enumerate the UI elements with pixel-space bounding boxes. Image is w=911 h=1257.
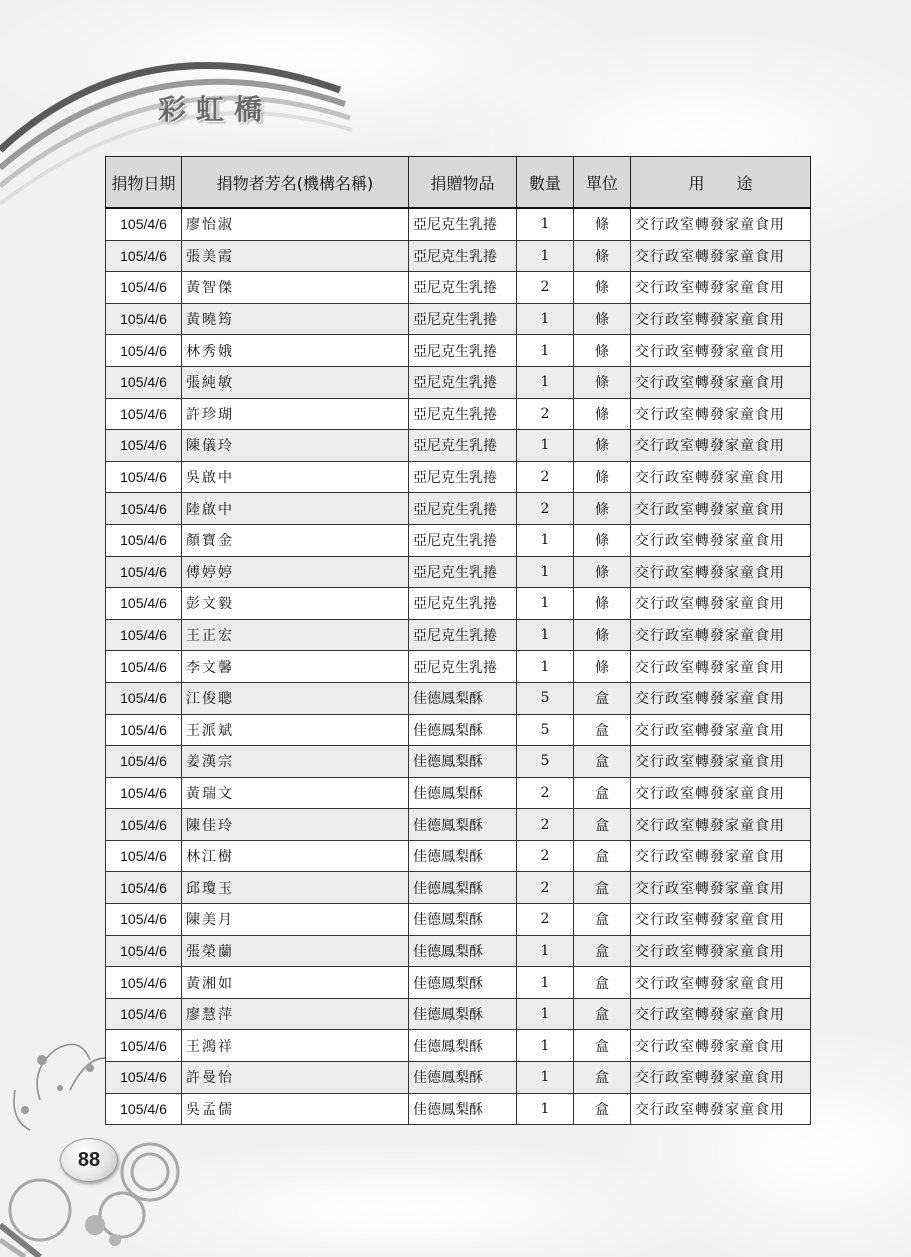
table-row <box>106 714 811 746</box>
date-cell: 105/4/6 <box>106 998 182 1030</box>
item-cell: 佳德鳳梨酥 <box>409 809 517 841</box>
item-cell: 佳德鳳梨酥 <box>409 746 517 778</box>
unit-cell: 盒 <box>574 967 631 999</box>
quantity-cell: 5 <box>517 714 574 746</box>
date-cell: 105/4/6 <box>106 967 182 999</box>
donor-name-cell: 李文馨 <box>182 651 409 683</box>
purpose-cell: 交行政室轉發家童食用 <box>631 524 811 556</box>
quantity-cell: 1 <box>517 240 574 272</box>
quantity-cell: 1 <box>517 967 574 999</box>
purpose-cell: 交行政室轉發家童食用 <box>631 967 811 999</box>
item-cell: 亞尼克生乳捲 <box>409 651 517 683</box>
date-cell: 105/4/6 <box>106 651 182 683</box>
table-row <box>106 746 811 778</box>
quantity-cell: 2 <box>517 840 574 872</box>
table-row <box>106 935 811 967</box>
donor-name-cell: 黃曉筠 <box>182 303 409 335</box>
quantity-cell: 1 <box>517 335 574 367</box>
table-row <box>106 430 811 462</box>
donor-name-cell: 許珍瑚 <box>182 398 409 430</box>
donor-name-cell: 許曼怡 <box>182 1062 409 1094</box>
table-row <box>106 904 811 936</box>
purpose-cell: 交行政室轉發家童食用 <box>631 493 811 525</box>
donor-name-cell: 黃瑞文 <box>182 777 409 809</box>
purpose-cell: 交行政室轉發家童食用 <box>631 1062 811 1094</box>
unit-cell: 盒 <box>574 935 631 967</box>
donor-name-cell: 王派斌 <box>182 714 409 746</box>
donor-name-cell: 傅婷婷 <box>182 556 409 588</box>
date-cell: 105/4/6 <box>106 240 182 272</box>
unit-cell: 盒 <box>574 904 631 936</box>
quantity-cell: 2 <box>517 777 574 809</box>
purpose-cell: 交行政室轉發家童食用 <box>631 777 811 809</box>
item-cell: 亞尼克生乳捲 <box>409 366 517 398</box>
donor-name-cell: 顏寶金 <box>182 524 409 556</box>
donation-table <box>105 156 811 1125</box>
donor-name-cell: 廖慧萍 <box>182 998 409 1030</box>
purpose-cell: 交行政室轉發家童食用 <box>631 366 811 398</box>
quantity-cell: 1 <box>517 619 574 651</box>
unit-cell: 盒 <box>574 1030 631 1062</box>
table-row <box>106 998 811 1030</box>
donor-name-cell: 彭文毅 <box>182 588 409 620</box>
table-row <box>106 682 811 714</box>
table-row <box>106 619 811 651</box>
table-row <box>106 967 811 999</box>
date-cell: 105/4/6 <box>106 366 182 398</box>
item-cell: 亞尼克生乳捲 <box>409 398 517 430</box>
purpose-cell: 交行政室轉發家童食用 <box>631 208 811 240</box>
date-cell: 105/4/6 <box>106 714 182 746</box>
table-row <box>106 461 811 493</box>
unit-cell: 盒 <box>574 1093 631 1125</box>
date-cell: 105/4/6 <box>106 430 182 462</box>
table-row <box>106 303 811 335</box>
table-row <box>106 651 811 683</box>
unit-cell: 盒 <box>574 746 631 778</box>
purpose-cell: 交行政室轉發家童食用 <box>631 998 811 1030</box>
quantity-cell: 1 <box>517 303 574 335</box>
purpose-cell: 交行政室轉發家童食用 <box>631 619 811 651</box>
donor-name-cell: 廖怡淑 <box>182 208 409 240</box>
item-cell: 亞尼克生乳捲 <box>409 619 517 651</box>
date-cell: 105/4/6 <box>106 493 182 525</box>
unit-cell: 條 <box>574 651 631 683</box>
quantity-cell: 1 <box>517 366 574 398</box>
page-number: 88 <box>60 1138 118 1182</box>
unit-cell: 盒 <box>574 998 631 1030</box>
purpose-cell: 交行政室轉發家童食用 <box>631 398 811 430</box>
date-cell: 105/4/6 <box>106 335 182 367</box>
table-row <box>106 809 811 841</box>
item-cell: 亞尼克生乳捲 <box>409 556 517 588</box>
donor-name-cell: 江俊聰 <box>182 682 409 714</box>
purpose-cell: 交行政室轉發家童食用 <box>631 904 811 936</box>
unit-cell: 盒 <box>574 840 631 872</box>
table-row <box>106 1093 811 1125</box>
purpose-cell: 交行政室轉發家童食用 <box>631 272 811 304</box>
table-header-row <box>106 157 811 209</box>
unit-cell: 盒 <box>574 872 631 904</box>
quantity-cell: 2 <box>517 398 574 430</box>
unit-cell: 條 <box>574 208 631 240</box>
header-item: 捐贈物品 <box>409 157 517 209</box>
unit-cell: 條 <box>574 240 631 272</box>
date-cell: 105/4/6 <box>106 1030 182 1062</box>
date-cell: 105/4/6 <box>106 809 182 841</box>
quantity-cell: 1 <box>517 208 574 240</box>
donor-name-cell: 張榮蘭 <box>182 935 409 967</box>
date-cell: 105/4/6 <box>106 272 182 304</box>
table-row <box>106 588 811 620</box>
quantity-cell: 1 <box>517 430 574 462</box>
quantity-cell: 2 <box>517 461 574 493</box>
quantity-cell: 1 <box>517 998 574 1030</box>
purpose-cell: 交行政室轉發家童食用 <box>631 840 811 872</box>
quantity-cell: 1 <box>517 524 574 556</box>
date-cell: 105/4/6 <box>106 1062 182 1094</box>
purpose-cell: 交行政室轉發家童食用 <box>631 682 811 714</box>
unit-cell: 條 <box>574 366 631 398</box>
item-cell: 佳德鳳梨酥 <box>409 998 517 1030</box>
date-cell: 105/4/6 <box>106 904 182 936</box>
purpose-cell: 交行政室轉發家童食用 <box>631 240 811 272</box>
quantity-cell: 1 <box>517 556 574 588</box>
unit-cell: 盒 <box>574 1062 631 1094</box>
table-row <box>106 1062 811 1094</box>
table-row <box>106 272 811 304</box>
donor-name-cell: 張美霞 <box>182 240 409 272</box>
table-row <box>106 208 811 240</box>
date-cell: 105/4/6 <box>106 840 182 872</box>
quantity-cell: 1 <box>517 588 574 620</box>
table-row <box>106 556 811 588</box>
date-cell: 105/4/6 <box>106 524 182 556</box>
date-cell: 105/4/6 <box>106 303 182 335</box>
unit-cell: 盒 <box>574 809 631 841</box>
date-cell: 105/4/6 <box>106 398 182 430</box>
donor-name-cell: 王鴻祥 <box>182 1030 409 1062</box>
donor-name-cell: 黃湘如 <box>182 967 409 999</box>
purpose-cell: 交行政室轉發家童食用 <box>631 1093 811 1125</box>
item-cell: 亞尼克生乳捲 <box>409 335 517 367</box>
quantity-cell: 1 <box>517 651 574 683</box>
purpose-cell: 交行政室轉發家童食用 <box>631 556 811 588</box>
item-cell: 亞尼克生乳捲 <box>409 524 517 556</box>
unit-cell: 條 <box>574 398 631 430</box>
donor-name-cell: 王正宏 <box>182 619 409 651</box>
unit-cell: 條 <box>574 430 631 462</box>
unit-cell: 條 <box>574 619 631 651</box>
header-date: 捐物日期 <box>106 157 182 209</box>
header-qty: 數量 <box>517 157 574 209</box>
table-row <box>106 366 811 398</box>
item-cell: 亞尼克生乳捲 <box>409 272 517 304</box>
donor-name-cell: 邱瓊玉 <box>182 872 409 904</box>
quantity-cell: 1 <box>517 935 574 967</box>
table-row <box>106 493 811 525</box>
unit-cell: 條 <box>574 493 631 525</box>
item-cell: 佳德鳳梨酥 <box>409 1030 517 1062</box>
quantity-cell: 2 <box>517 872 574 904</box>
donor-name-cell: 吳孟儒 <box>182 1093 409 1125</box>
unit-cell: 條 <box>574 524 631 556</box>
purpose-cell: 交行政室轉發家童食用 <box>631 872 811 904</box>
purpose-cell: 交行政室轉發家童食用 <box>631 935 811 967</box>
date-cell: 105/4/6 <box>106 682 182 714</box>
table-row <box>106 777 811 809</box>
table-row <box>106 398 811 430</box>
date-cell: 105/4/6 <box>106 777 182 809</box>
item-cell: 佳德鳳梨酥 <box>409 682 517 714</box>
date-cell: 105/4/6 <box>106 935 182 967</box>
unit-cell: 盒 <box>574 777 631 809</box>
table-row <box>106 335 811 367</box>
date-cell: 105/4/6 <box>106 746 182 778</box>
purpose-cell: 交行政室轉發家童食用 <box>631 746 811 778</box>
donor-name-cell: 黃智傑 <box>182 272 409 304</box>
donor-name-cell: 林秀娥 <box>182 335 409 367</box>
date-cell: 105/4/6 <box>106 872 182 904</box>
unit-cell: 條 <box>574 272 631 304</box>
purpose-cell: 交行政室轉發家童食用 <box>631 1030 811 1062</box>
item-cell: 佳德鳳梨酥 <box>409 967 517 999</box>
purpose-cell: 交行政室轉發家童食用 <box>631 430 811 462</box>
donor-name-cell: 陳美月 <box>182 904 409 936</box>
unit-cell: 條 <box>574 588 631 620</box>
item-cell: 亞尼克生乳捲 <box>409 303 517 335</box>
donor-name-cell: 張純敏 <box>182 366 409 398</box>
quantity-cell: 2 <box>517 272 574 304</box>
donor-name-cell: 姜漢宗 <box>182 746 409 778</box>
table-row <box>106 840 811 872</box>
quantity-cell: 5 <box>517 746 574 778</box>
date-cell: 105/4/6 <box>106 588 182 620</box>
donor-name-cell: 吳啟中 <box>182 461 409 493</box>
table-row <box>106 872 811 904</box>
purpose-cell: 交行政室轉發家童食用 <box>631 335 811 367</box>
item-cell: 亞尼克生乳捲 <box>409 430 517 462</box>
donor-name-cell: 陳儀玲 <box>182 430 409 462</box>
purpose-cell: 交行政室轉發家童食用 <box>631 303 811 335</box>
item-cell: 亞尼克生乳捲 <box>409 461 517 493</box>
donor-name-cell: 林江樹 <box>182 840 409 872</box>
header-donor: 捐物者芳名(機構名稱) <box>182 157 409 209</box>
donor-name-cell: 陳佳玲 <box>182 809 409 841</box>
date-cell: 105/4/6 <box>106 208 182 240</box>
date-cell: 105/4/6 <box>106 461 182 493</box>
unit-cell: 條 <box>574 461 631 493</box>
purpose-cell: 交行政室轉發家童食用 <box>631 809 811 841</box>
item-cell: 佳德鳳梨酥 <box>409 1062 517 1094</box>
item-cell: 佳德鳳梨酥 <box>409 935 517 967</box>
item-cell: 佳德鳳梨酥 <box>409 872 517 904</box>
unit-cell: 條 <box>574 335 631 367</box>
item-cell: 佳德鳳梨酥 <box>409 840 517 872</box>
quantity-cell: 1 <box>517 1030 574 1062</box>
item-cell: 亞尼克生乳捲 <box>409 493 517 525</box>
date-cell: 105/4/6 <box>106 556 182 588</box>
item-cell: 佳德鳳梨酥 <box>409 714 517 746</box>
item-cell: 亞尼克生乳捲 <box>409 208 517 240</box>
purpose-cell: 交行政室轉發家童食用 <box>631 651 811 683</box>
table-row <box>106 524 811 556</box>
header-purpose: 用 途 <box>631 157 811 209</box>
unit-cell: 條 <box>574 556 631 588</box>
quantity-cell: 2 <box>517 904 574 936</box>
item-cell: 亞尼克生乳捲 <box>409 588 517 620</box>
purpose-cell: 交行政室轉發家童食用 <box>631 461 811 493</box>
item-cell: 亞尼克生乳捲 <box>409 240 517 272</box>
purpose-cell: 交行政室轉發家童食用 <box>631 714 811 746</box>
quantity-cell: 2 <box>517 493 574 525</box>
item-cell: 佳德鳳梨酥 <box>409 1093 517 1125</box>
purpose-cell: 交行政室轉發家童食用 <box>631 588 811 620</box>
quantity-cell: 2 <box>517 809 574 841</box>
donor-name-cell: 陸啟中 <box>182 493 409 525</box>
quantity-cell: 1 <box>517 1093 574 1125</box>
date-cell: 105/4/6 <box>106 1093 182 1125</box>
table-row <box>106 240 811 272</box>
header-unit: 單位 <box>574 157 631 209</box>
page-header-title: 彩虹橋 <box>158 93 273 126</box>
item-cell: 佳德鳳梨酥 <box>409 777 517 809</box>
quantity-cell: 1 <box>517 1062 574 1094</box>
table-row <box>106 1030 811 1062</box>
date-cell: 105/4/6 <box>106 619 182 651</box>
unit-cell: 條 <box>574 303 631 335</box>
unit-cell: 盒 <box>574 682 631 714</box>
unit-cell: 盒 <box>574 714 631 746</box>
item-cell: 佳德鳳梨酥 <box>409 904 517 936</box>
quantity-cell: 5 <box>517 682 574 714</box>
